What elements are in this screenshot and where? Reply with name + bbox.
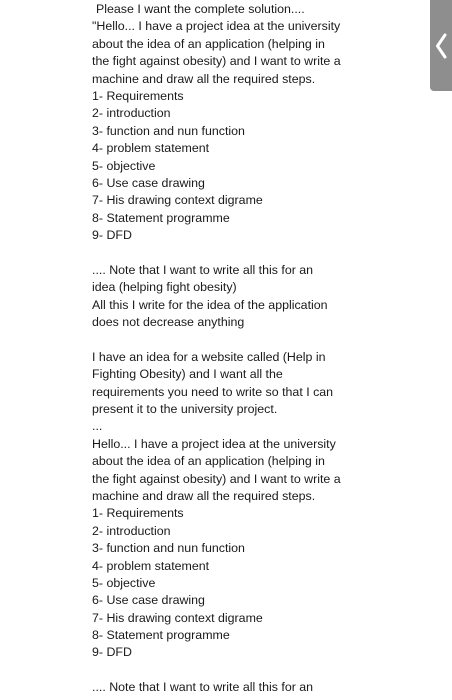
list-item: 6- Use case drawing: [92, 175, 205, 190]
text-line: All this I write for the idea of the application: [92, 297, 328, 312]
list-item: 4- problem statement: [92, 141, 210, 156]
text-line: machine and draw all the required steps.: [92, 71, 316, 86]
text-line: Please I want the complete solution....: [96, 2, 305, 16]
text-line: the fight against obesity) and I want to write a: [92, 471, 341, 486]
text-line: requirements you need to write so that I can: [92, 384, 334, 399]
text-line: about the idea of an application (helping in: [92, 36, 325, 51]
list-item: 8- Statement programme: [92, 628, 230, 643]
text-line: the fight against obesity) and I want to write a: [92, 54, 341, 69]
question-text: [92, 1, 392, 697]
blank-line: [92, 331, 392, 348]
text-line: about the idea of an application (helping in: [92, 454, 325, 469]
text-line: I have an idea for a website called (Help in: [92, 349, 326, 364]
list-item: 9- DFD: [92, 645, 132, 660]
text-line: present it to the university project.: [92, 401, 278, 416]
text-line: ...: [92, 419, 103, 434]
list-item: 9- DFD: [92, 228, 132, 243]
text-line: machine and draw all the required steps.: [92, 488, 316, 503]
text-line: .... Note that I want to write all this for an: [92, 262, 314, 277]
list-item: 8- Statement programme: [92, 210, 230, 225]
list-item: 5- objective: [92, 575, 156, 590]
list-item: 5- objective: [92, 158, 156, 173]
text-line: .... Note that I want to write all this for an: [92, 680, 314, 695]
text-line: "Hello... I have a project idea at the university: [92, 19, 341, 34]
blank-line: [92, 244, 392, 261]
list-item: 2- introduction: [92, 523, 171, 538]
list-item: 3- function and nun function: [92, 541, 245, 556]
list-item: 4- problem statement: [92, 558, 210, 573]
list-item: 2- introduction: [92, 106, 171, 121]
back-button[interactable]: [430, 0, 452, 91]
blank-line: [92, 662, 392, 679]
text-line: does not decrease anything: [92, 315, 245, 330]
text-line: idea (helping fight obesity): [92, 280, 237, 295]
list-item: 3- function and nun function: [92, 123, 245, 138]
text-line: Hello... I have a project idea at the university: [92, 436, 336, 451]
list-item: 6- Use case drawing: [92, 593, 205, 608]
list-item: 7- His drawing context digrame: [92, 610, 263, 625]
list-item: 1- Requirements: [92, 506, 184, 521]
list-item: 1- Requirements: [92, 88, 184, 103]
chevron-left-icon: [435, 33, 447, 59]
text-line: Fighting Obesity) and I want all the: [92, 367, 283, 382]
list-item: 7- His drawing context digrame: [92, 193, 263, 208]
